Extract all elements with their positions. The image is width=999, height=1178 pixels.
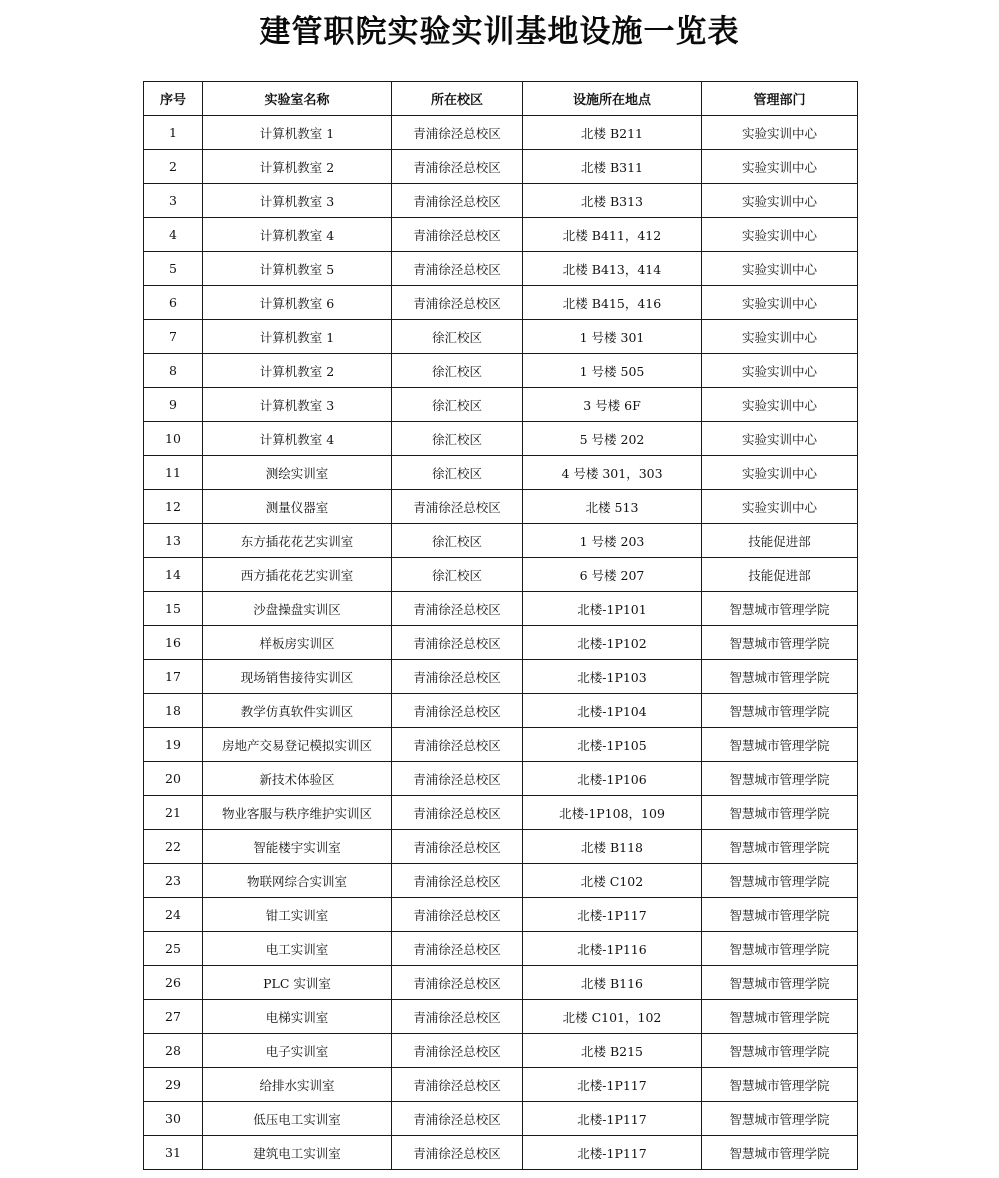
cell-serial-number: 20 [144, 762, 203, 796]
cell-department: 智慧城市管理学院 [702, 864, 858, 898]
cell-serial-number: 24 [144, 898, 203, 932]
cell-campus: 青浦徐泾总校区 [392, 1034, 523, 1068]
cell-department: 智慧城市管理学院 [702, 1136, 858, 1170]
cell-department: 实验实训中心 [702, 388, 858, 422]
table-row [144, 1136, 858, 1170]
table-row [144, 184, 858, 218]
cell-campus: 青浦徐泾总校区 [392, 660, 523, 694]
cell-lab-name: 房地产交易登记模拟实训区 [203, 728, 392, 762]
cell-lab-name: 物业客服与秩序维护实训区 [203, 796, 392, 830]
cell-campus: 青浦徐泾总校区 [392, 116, 523, 150]
table-row [144, 796, 858, 830]
table-row [144, 1000, 858, 1034]
cell-lab-name: 低压电工实训室 [203, 1102, 392, 1136]
cell-lab-name: 电梯实训室 [203, 1000, 392, 1034]
cell-lab-name: 测量仪器室 [203, 490, 392, 524]
cell-department: 智慧城市管理学院 [702, 932, 858, 966]
cell-serial-number: 12 [144, 490, 203, 524]
cell-department: 智慧城市管理学院 [702, 898, 858, 932]
cell-campus: 青浦徐泾总校区 [392, 1000, 523, 1034]
cell-serial-number: 19 [144, 728, 203, 762]
cell-lab-name: 东方插花花艺实训室 [203, 524, 392, 558]
cell-location: 北楼 B116 [523, 966, 702, 1000]
table-row [144, 490, 858, 524]
cell-location: 北楼-1P106 [523, 762, 702, 796]
cell-serial-number: 31 [144, 1136, 203, 1170]
cell-location: 北楼 B413，414 [523, 252, 702, 286]
cell-campus: 青浦徐泾总校区 [392, 864, 523, 898]
cell-location: 1 号楼 301 [523, 320, 702, 354]
cell-serial-number: 13 [144, 524, 203, 558]
cell-campus: 青浦徐泾总校区 [392, 252, 523, 286]
cell-location: 北楼 B311 [523, 150, 702, 184]
cell-serial-number: 21 [144, 796, 203, 830]
cell-department: 技能促进部 [702, 558, 858, 592]
cell-serial-number: 7 [144, 320, 203, 354]
cell-campus: 徐汇校区 [392, 558, 523, 592]
cell-serial-number: 18 [144, 694, 203, 728]
cell-lab-name: 计算机教室 5 [203, 252, 392, 286]
cell-lab-name: 计算机教室 2 [203, 150, 392, 184]
cell-department: 智慧城市管理学院 [702, 660, 858, 694]
cell-location: 北楼-1P117 [523, 1102, 702, 1136]
cell-department: 智慧城市管理学院 [702, 1068, 858, 1102]
cell-location: 北楼 B211 [523, 116, 702, 150]
facility-table [143, 81, 858, 1170]
cell-lab-name: 智能楼宇实训室 [203, 830, 392, 864]
cell-campus: 青浦徐泾总校区 [392, 1102, 523, 1136]
cell-location: 北楼-1P117 [523, 1136, 702, 1170]
cell-serial-number: 28 [144, 1034, 203, 1068]
table-row [144, 218, 858, 252]
cell-campus: 青浦徐泾总校区 [392, 592, 523, 626]
page-title: 建管职院实验实训基地设施一览表 [259, 14, 740, 50]
cell-location: 北楼 B411，412 [523, 218, 702, 252]
cell-campus: 徐汇校区 [392, 320, 523, 354]
cell-campus: 青浦徐泾总校区 [392, 830, 523, 864]
cell-department: 智慧城市管理学院 [702, 626, 858, 660]
cell-location: 北楼-1P103 [523, 660, 702, 694]
cell-campus: 青浦徐泾总校区 [392, 626, 523, 660]
cell-department: 实验实训中心 [702, 252, 858, 286]
cell-lab-name: 计算机教室 3 [203, 388, 392, 422]
header-campus: 所在校区 [392, 82, 523, 116]
cell-campus: 青浦徐泾总校区 [392, 150, 523, 184]
cell-location: 1 号楼 203 [523, 524, 702, 558]
table-row [144, 1068, 858, 1102]
cell-campus: 青浦徐泾总校区 [392, 694, 523, 728]
cell-location: 北楼-1P117 [523, 1068, 702, 1102]
cell-serial-number: 6 [144, 286, 203, 320]
cell-campus: 青浦徐泾总校区 [392, 932, 523, 966]
cell-department: 实验实训中心 [702, 184, 858, 218]
cell-lab-name: 教学仿真软件实训区 [203, 694, 392, 728]
cell-department: 实验实训中心 [702, 150, 858, 184]
cell-lab-name: 物联网综合实训室 [203, 864, 392, 898]
cell-lab-name: 计算机教室 1 [203, 116, 392, 150]
table-row [144, 388, 858, 422]
cell-department: 智慧城市管理学院 [702, 592, 858, 626]
cell-serial-number: 29 [144, 1068, 203, 1102]
cell-location: 北楼 B313 [523, 184, 702, 218]
table-row [144, 150, 858, 184]
cell-department: 智慧城市管理学院 [702, 694, 858, 728]
cell-department: 智慧城市管理学院 [702, 966, 858, 1000]
table-row [144, 524, 858, 558]
cell-serial-number: 27 [144, 1000, 203, 1034]
cell-campus: 青浦徐泾总校区 [392, 728, 523, 762]
cell-campus: 徐汇校区 [392, 354, 523, 388]
cell-department: 实验实训中心 [702, 320, 858, 354]
cell-serial-number: 25 [144, 932, 203, 966]
cell-serial-number: 2 [144, 150, 203, 184]
table-row [144, 932, 858, 966]
cell-lab-name: 建筑电工实训室 [203, 1136, 392, 1170]
cell-department: 实验实训中心 [702, 490, 858, 524]
cell-serial-number: 26 [144, 966, 203, 1000]
cell-location: 北楼 C102 [523, 864, 702, 898]
cell-lab-name: 西方插花花艺实训室 [203, 558, 392, 592]
cell-campus: 青浦徐泾总校区 [392, 218, 523, 252]
cell-serial-number: 17 [144, 660, 203, 694]
table-row [144, 966, 858, 1000]
table-header-row [144, 82, 858, 116]
cell-campus: 青浦徐泾总校区 [392, 1068, 523, 1102]
cell-department: 实验实训中心 [702, 286, 858, 320]
table-row [144, 354, 858, 388]
cell-department: 智慧城市管理学院 [702, 762, 858, 796]
cell-department: 智慧城市管理学院 [702, 1102, 858, 1136]
cell-campus: 青浦徐泾总校区 [392, 898, 523, 932]
cell-location: 北楼-1P108，109 [523, 796, 702, 830]
table-row [144, 626, 858, 660]
cell-department: 实验实训中心 [702, 354, 858, 388]
cell-campus: 徐汇校区 [392, 388, 523, 422]
cell-location: 北楼-1P102 [523, 626, 702, 660]
cell-location: 北楼 513 [523, 490, 702, 524]
cell-serial-number: 10 [144, 422, 203, 456]
cell-department: 实验实训中心 [702, 456, 858, 490]
cell-lab-name: 计算机教室 3 [203, 184, 392, 218]
cell-serial-number: 8 [144, 354, 203, 388]
cell-serial-number: 1 [144, 116, 203, 150]
header-serial-number: 序号 [144, 82, 203, 116]
table-row [144, 830, 858, 864]
table-row [144, 592, 858, 626]
cell-lab-name: 钳工实训室 [203, 898, 392, 932]
header-department: 管理部门 [702, 82, 858, 116]
table-row [144, 898, 858, 932]
cell-serial-number: 4 [144, 218, 203, 252]
cell-location: 北楼 B415，416 [523, 286, 702, 320]
table-row [144, 456, 858, 490]
cell-lab-name: 沙盘操盘实训区 [203, 592, 392, 626]
cell-campus: 青浦徐泾总校区 [392, 796, 523, 830]
table-row [144, 694, 858, 728]
cell-campus: 青浦徐泾总校区 [392, 184, 523, 218]
cell-campus: 青浦徐泾总校区 [392, 762, 523, 796]
header-location: 设施所在地点 [523, 82, 702, 116]
cell-serial-number: 30 [144, 1102, 203, 1136]
table-row [144, 1034, 858, 1068]
cell-lab-name: 新技术体验区 [203, 762, 392, 796]
cell-location: 北楼-1P101 [523, 592, 702, 626]
cell-department: 智慧城市管理学院 [702, 1000, 858, 1034]
cell-location: 6 号楼 207 [523, 558, 702, 592]
table-row [144, 252, 858, 286]
cell-location: 5 号楼 202 [523, 422, 702, 456]
cell-department: 实验实训中心 [702, 422, 858, 456]
cell-campus: 青浦徐泾总校区 [392, 286, 523, 320]
cell-lab-name: 计算机教室 1 [203, 320, 392, 354]
cell-serial-number: 5 [144, 252, 203, 286]
table-row [144, 864, 858, 898]
cell-lab-name: 计算机教室 6 [203, 286, 392, 320]
cell-location: 北楼-1P104 [523, 694, 702, 728]
table-row [144, 422, 858, 456]
cell-location: 北楼-1P116 [523, 932, 702, 966]
cell-lab-name: 测绘实训室 [203, 456, 392, 490]
cell-department: 实验实训中心 [702, 116, 858, 150]
cell-location: 北楼 C101，102 [523, 1000, 702, 1034]
cell-lab-name: 计算机教室 4 [203, 218, 392, 252]
cell-serial-number: 15 [144, 592, 203, 626]
cell-department: 技能促进部 [702, 524, 858, 558]
cell-lab-name: 电工实训室 [203, 932, 392, 966]
cell-lab-name: PLC 实训室 [203, 966, 392, 1000]
cell-location: 北楼 B215 [523, 1034, 702, 1068]
cell-serial-number: 9 [144, 388, 203, 422]
cell-location: 3 号楼 6F [523, 388, 702, 422]
cell-campus: 徐汇校区 [392, 524, 523, 558]
cell-campus: 徐汇校区 [392, 456, 523, 490]
cell-campus: 青浦徐泾总校区 [392, 966, 523, 1000]
table-row [144, 762, 858, 796]
cell-lab-name: 现场销售接待实训区 [203, 660, 392, 694]
cell-location: 北楼-1P105 [523, 728, 702, 762]
cell-serial-number: 3 [144, 184, 203, 218]
table-row [144, 728, 858, 762]
cell-lab-name: 样板房实训区 [203, 626, 392, 660]
cell-department: 智慧城市管理学院 [702, 796, 858, 830]
cell-location: 1 号楼 505 [523, 354, 702, 388]
cell-department: 智慧城市管理学院 [702, 1034, 858, 1068]
cell-serial-number: 14 [144, 558, 203, 592]
table-row [144, 320, 858, 354]
cell-lab-name: 计算机教室 4 [203, 422, 392, 456]
cell-location: 4 号楼 301，303 [523, 456, 702, 490]
cell-location: 北楼-1P117 [523, 898, 702, 932]
cell-lab-name: 电子实训室 [203, 1034, 392, 1068]
cell-department: 智慧城市管理学院 [702, 728, 858, 762]
cell-serial-number: 11 [144, 456, 203, 490]
cell-lab-name: 计算机教室 2 [203, 354, 392, 388]
cell-department: 智慧城市管理学院 [702, 830, 858, 864]
cell-department: 实验实训中心 [702, 218, 858, 252]
table-row [144, 286, 858, 320]
table-row [144, 660, 858, 694]
table-row [144, 1102, 858, 1136]
cell-location: 北楼 B118 [523, 830, 702, 864]
cell-campus: 青浦徐泾总校区 [392, 490, 523, 524]
cell-serial-number: 22 [144, 830, 203, 864]
table-body [144, 116, 858, 1170]
cell-lab-name: 给排水实训室 [203, 1068, 392, 1102]
cell-serial-number: 16 [144, 626, 203, 660]
header-lab-name: 实验室名称 [203, 82, 392, 116]
cell-serial-number: 23 [144, 864, 203, 898]
table-row [144, 116, 858, 150]
table-row [144, 558, 858, 592]
cell-campus: 徐汇校区 [392, 422, 523, 456]
cell-campus: 青浦徐泾总校区 [392, 1136, 523, 1170]
